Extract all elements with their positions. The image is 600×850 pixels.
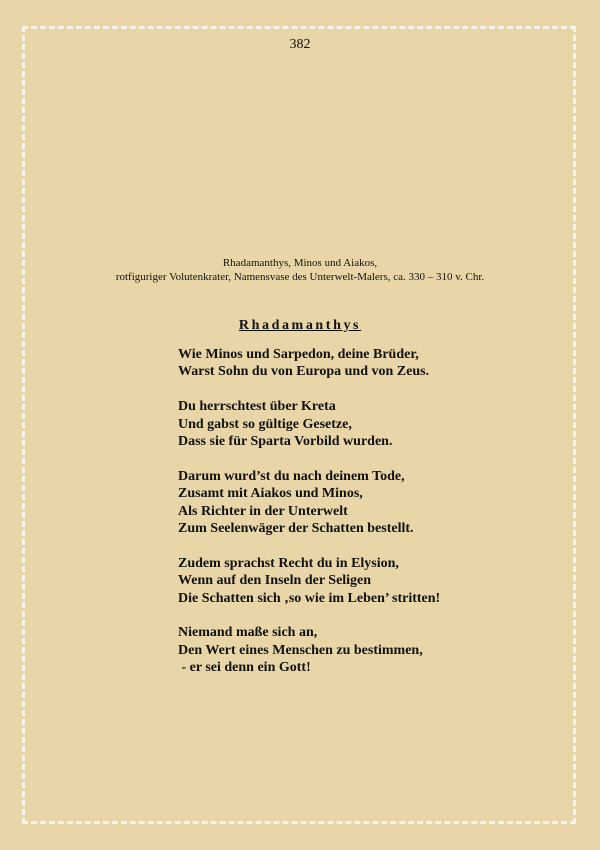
image-caption — [0, 256, 600, 284]
poem-line: Darum wurd’st du nach deinem Tode, — [178, 468, 405, 484]
poem-line: Als Richter in der Unterwelt — [178, 503, 348, 519]
poem-line: Warst Sohn du von Europa und von Zeus. — [178, 364, 430, 380]
poem-line: Du herrschtest über Kreta — [178, 399, 336, 415]
poem-line: Wie Minos und Sarpedon, deine Brüder, — [178, 347, 419, 362]
caption-line-2: rotfiguriger Volutenkrater, Namensvase des Unterwelt-Malers, ca. 330 – 310 v. Chr. — [115, 271, 485, 283]
stanza-2 — [178, 398, 558, 450]
poem-line: Niemand maße sich an, — [178, 625, 318, 641]
stanza-1 — [178, 346, 558, 381]
poem-line: Zusamt mit Aiakos und Minos, — [178, 486, 363, 502]
poem-line: Zum Seelenwäger der Schatten bestellt. — [178, 521, 414, 537]
poem-line: Die Schatten sich ‚so wie im Leben’ stritten! — [178, 590, 441, 606]
poem-line: Zudem sprachst Recht du in Elysion, — [178, 555, 399, 571]
poem-title: Rhadamanthys — [238, 318, 362, 333]
poem-line: Den Wert eines Menschen zu bestimmen, — [178, 642, 423, 658]
caption-line-1: Rhadamanthys, Minos und Aiakos, — [222, 257, 378, 269]
poem-line: Wenn auf den Inseln der Seligen — [178, 573, 372, 589]
page-number: 382 — [289, 37, 311, 52]
poem-body — [178, 346, 558, 694]
stanza-4 — [178, 555, 558, 607]
poem-line: - er sei denn ein Gott! — [178, 660, 311, 676]
stanza-3 — [178, 468, 558, 538]
stanza-5 — [178, 624, 558, 676]
poem-line: Und gabst so gültige Gesetze, — [178, 416, 352, 432]
poem-line: Dass sie für Sparta Vorbild wurden. — [178, 434, 393, 450]
